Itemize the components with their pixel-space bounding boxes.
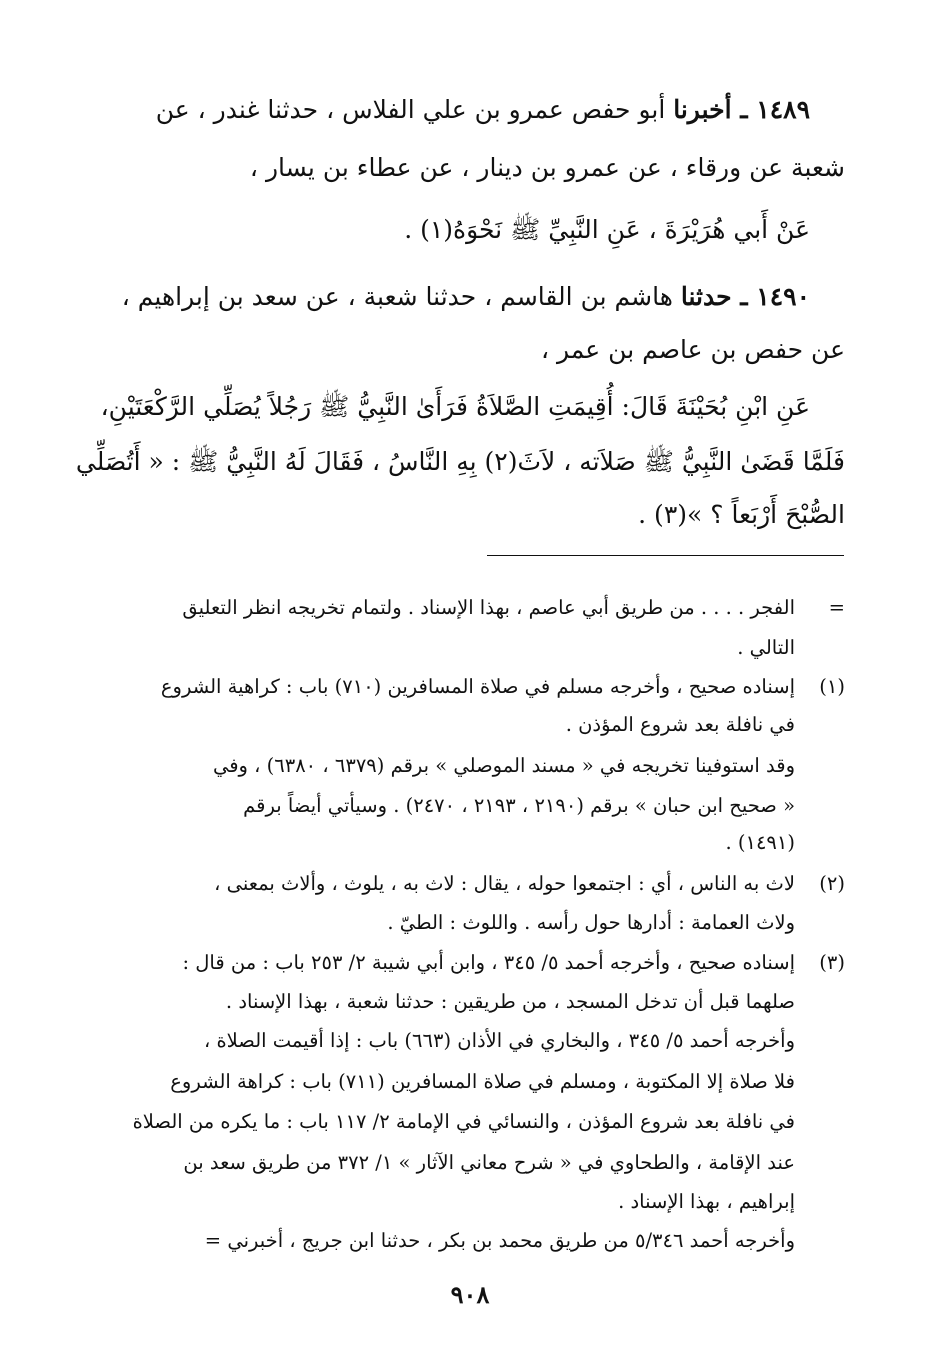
hadith-1490-text-line-2: فَلَمَّا قَضَىٰ النَّبِيُّ ﷺ صَلاَته ، لاَثَ(٢) بِهِ النَّاسُ ، فَقَالَ لَهُ النَّبِيُّ ﷺ : « أَتُصَلِّي bbox=[75, 447, 845, 476]
page-number: ٩٠٨ bbox=[450, 1280, 490, 1309]
footnote-1-line-2: في نافلة بعد شروع المؤذن . bbox=[565, 713, 795, 736]
footnote-3-line-2: صلهما قبل أن تدخل المسجد ، من طريقين : حدثنا شعبة ، بهذا الإسناد . bbox=[225, 990, 795, 1013]
hadith-1489-line-1 bbox=[70, 85, 810, 135]
footnote-continuation-line-2: التالي . bbox=[737, 636, 795, 659]
footnote-3-line-5: في نافلة بعد شروع المؤذن ، والنسائي في الإمامة ٢/ ١١٧ باب : ما يكره من الصلاة bbox=[132, 1110, 795, 1133]
footnote-2-marker: (٢) bbox=[819, 872, 845, 895]
footnote-1-marker: (١) bbox=[819, 675, 845, 698]
hadith-1490-line-2: عن حفص بن عاصم بن عمر ، bbox=[541, 335, 845, 364]
hadith-1490-text-line-1: عَنِ ابْنِ بُحَيْنَةَ قَالَ: أُقِيمَتِ الصَّلاَةُ فَرَأَىٰ النَّبِيُّ ﷺ رَجُلاً يُصَلِّي الرَّكْعَتَيْنِ، bbox=[100, 392, 810, 421]
footnote-3-line-6: عند الإقامة ، والطحاوي في « شرح معاني الآثار » ١/ ٣٧٢ من طريق سعد بن bbox=[183, 1151, 795, 1174]
hadith-1489-text: عَنْ أَبي هُرَيْرَةَ ، عَنِ النَّبِيِّ ﷺ نَحْوَهُ(١) . bbox=[404, 215, 810, 244]
footnote-2-line-2: ولاث العمامة : أدارها حول رأسه . واللوث : الطيّ . bbox=[387, 911, 795, 934]
footnote-3-line-8: وأخرجه أحمد ٥/٣٤٦ من طريق محمد بن بكر ، حدثنا ابن جريج ، أخبرني = bbox=[204, 1229, 795, 1252]
footnote-3-line-3: وأخرجه أحمد ٥/ ٣٤٥ ، والبخاري في الأذان (٦٦٣) باب : إذا أقيمت الصلاة ، bbox=[203, 1029, 795, 1052]
footnote-continuation-marker: = bbox=[828, 596, 845, 619]
hadith-1489-number: ١٤٨٩ ـ أخبرنا bbox=[673, 95, 810, 124]
footnote-1-line-5: (١٤٩١) . bbox=[725, 831, 795, 854]
footnote-divider bbox=[487, 555, 844, 556]
hadith-1490-chain-start: هاشم بن القاسم ، حدثنا شعبة ، عن سعد بن إبراهيم ، bbox=[121, 282, 681, 311]
hadith-1490-line-1 bbox=[70, 272, 810, 322]
footnote-1-line-4: « صحيح ابن حبان » برقم (٢١٩٠ ، ٢١٩٣ ، ٢٤٧٠) . وسيأتي أيضاً برقم bbox=[243, 794, 795, 817]
footnote-1-line-1: إسناده صحيح ، وأخرجه مسلم في صلاة المسافرين (٧١٠) باب : كراهية الشروع bbox=[160, 675, 795, 698]
footnote-1-line-3: وقد استوفينا تخريجه في « مسند الموصلي » برقم (٦٣٧٩ ، ٦٣٨٠) ، وفي bbox=[212, 754, 795, 777]
hadith-1489-line-2: شعبة عن ورقاء ، عن عمرو بن دينار ، عن عطاء بن يسار ، bbox=[249, 153, 845, 182]
footnote-3-line-4: فلا صلاة إلا المكتوبة ، ومسلم في صلاة المسافرين (٧١١) باب : كراهة الشروع bbox=[170, 1070, 795, 1093]
hadith-1490-text-line-3: الصُّبْحَ أَرْبَعاً ؟ »(٣) . bbox=[638, 500, 845, 529]
footnote-3-line-1: إسناده صحيح ، وأخرجه أحمد ٥/ ٣٤٥ ، وابن أبي شيبة ٢/ ٢٥٣ باب : من قال : bbox=[182, 951, 795, 974]
footnote-continuation-line-1: الفجر . . . . من طريق أبي عاصم ، بهذا الإسناد . ولتمام تخريجه انظر التعليق bbox=[182, 596, 795, 619]
footnote-2-line-1: لاث به الناس ، أي : اجتمعوا حوله ، يقال : لاث به ، يلوث ، وألاث بمعنى ، bbox=[214, 872, 795, 895]
footnote-3-marker: (٣) bbox=[819, 951, 845, 974]
footnote-3-line-7: إبراهيم ، بهذا الإسناد . bbox=[618, 1190, 795, 1213]
hadith-1489-chain-start: أبو حفص عمرو بن علي الفلاس ، حدثنا غندر ، عن bbox=[155, 95, 674, 124]
hadith-1490-number: ١٤٩٠ ـ حدثنا bbox=[680, 282, 810, 311]
